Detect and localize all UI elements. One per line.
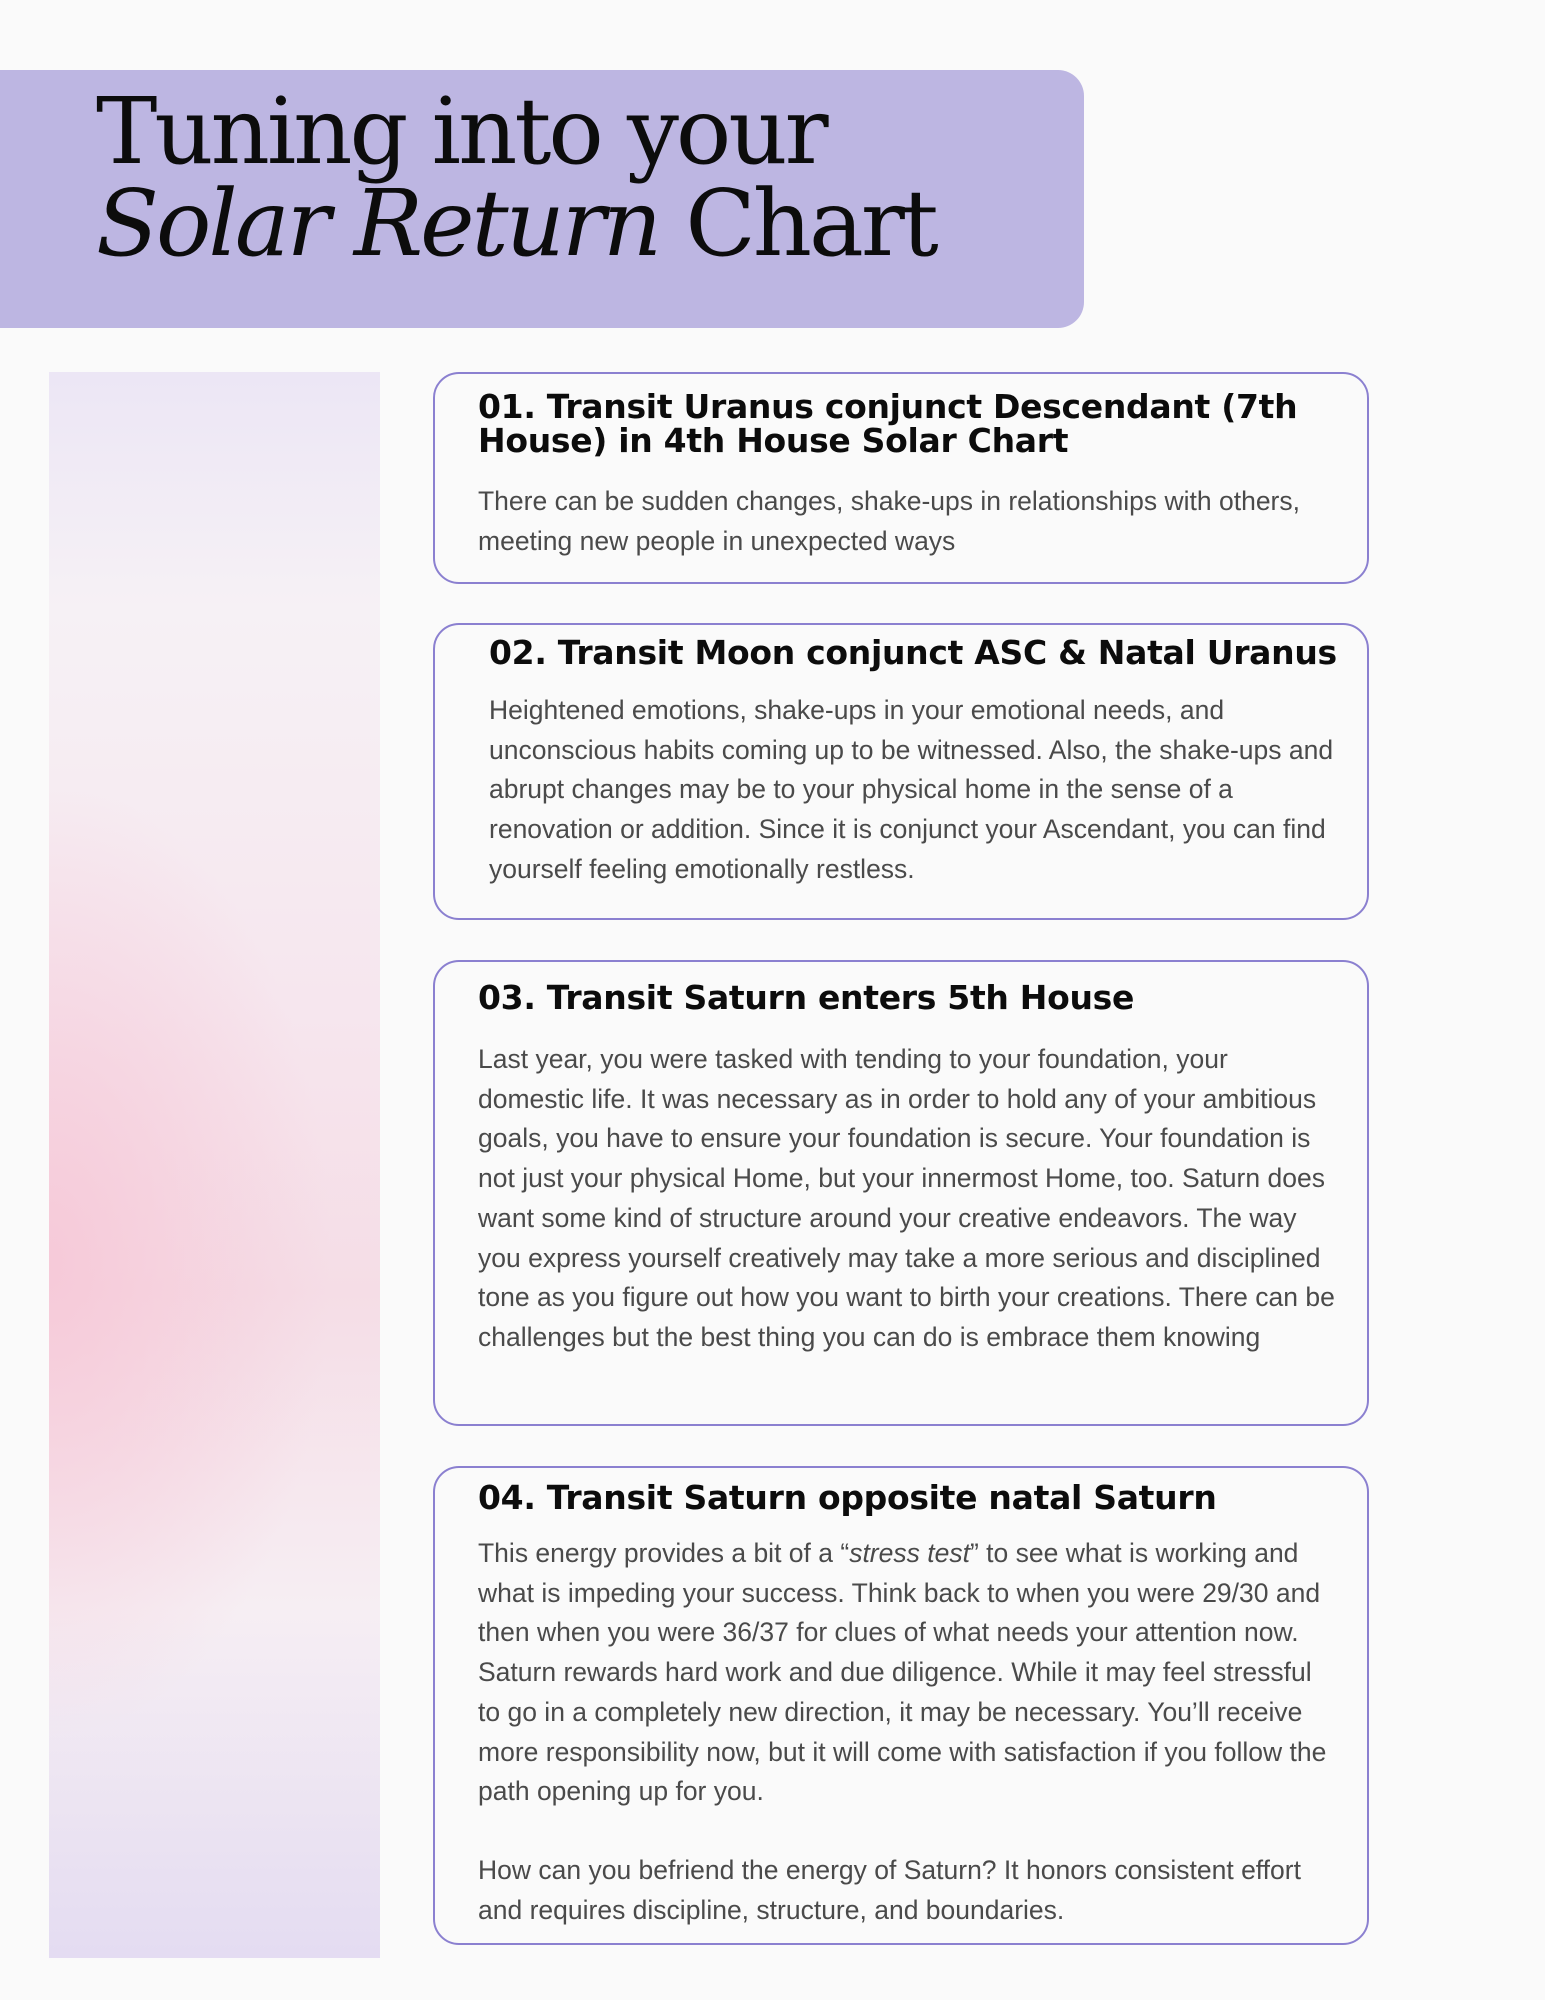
title-line-2 [96,170,936,277]
decorative-gradient-panel [49,372,380,1958]
transit-card-03 [433,960,1369,1426]
card-heading: 01. Transit Uranus conjunct Descendant (7th House) in 4th House Solar Chart [478,387,1298,460]
card-body-text: This energy provides a bit of a “ [478,1538,850,1568]
title-italic-phrase: Solar Return [96,170,660,277]
transit-card-02 [433,623,1369,920]
transit-card-04 [433,1466,1369,1945]
card-body: There can be sudden changes, shake-ups in relationships with others, meeting new people in unexpected ways [478,486,1300,556]
card-body: Heightened emotions, shake-ups in your emotional needs, and unconscious habits coming up to be witnessed. Also, the shake-ups and abrupt changes may be to your physical home in the sense of a renovation or addition. Since it is conjunct your Ascendant, you can find yourself feeling emotionally restless. [489,695,1334,884]
card-body [478,1534,1337,1812]
title-line-2-rest: Chart [659,170,936,277]
card-body-text: ” to see what is working and what is impeding your success. Think back to when you were 29/30 and then when you were 36/37 for clues of what needs your attention now. Saturn rewards hard work and due diligence. While it may feel stressful to go in a completely new direction, it may be necessary. You’ll receive more responsibility now, but it will come with satisfaction if you follow the path opening up for you. [478,1538,1327,1807]
title-line-1: Tuning into your [96,78,826,185]
card-heading: 03. Transit Saturn enters 5th House [478,978,1135,1017]
card-body-emphasis: stress test [849,1538,970,1568]
card-heading: 02. Transit Moon conjunct ASC & Natal Uranus [489,633,1337,672]
card-body: Last year, you were tasked with tending to your foundation, your domestic life. It was necessary as in order to hold any of your ambitious goals, you have to ensure your foundation is secure. Your foundation is not just your physical Home, but your innermost Home, too. Saturn does want some kind of structure around your creative endeavors. The way you express yourself creatively may take a more serious and disciplined tone as you figure out how you want to birth your creations. There can be challenges but the best thing you can do is embrace them knowing [478,1044,1335,1352]
page-title [96,78,936,277]
card-body-question: How can you befriend the energy of Saturn? It honors consistent effort and requires discipline, structure, and boundaries. [478,1854,1301,1925]
card-heading: 04. Transit Saturn opposite natal Saturn [478,1478,1217,1517]
transit-card-01 [433,372,1369,584]
